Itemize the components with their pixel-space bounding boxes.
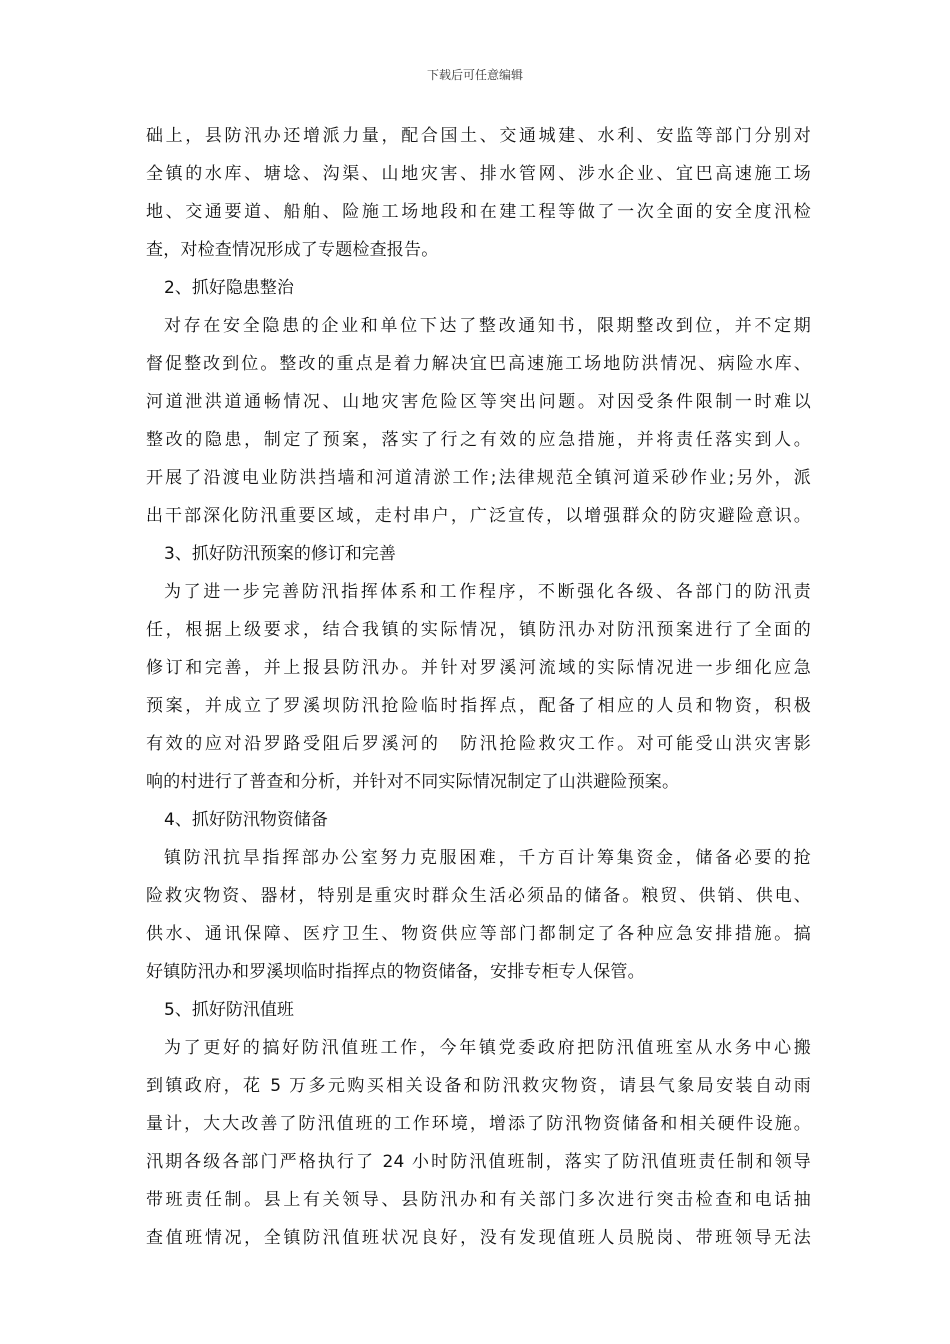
text-line: 预案，并成立了罗溪坝防汛抢险临时指挥点，配备了相应的人员和物资，积极 bbox=[146, 696, 811, 716]
section-heading: 3、抓好防汛预案的修订和完善 bbox=[164, 544, 396, 564]
text-line: 地、交通要道、船舶、险施工场地段和在建工程等做了一次全面的安全度汛检 bbox=[146, 202, 811, 222]
text-line: 全镇的水库、塘埝、沟渠、山地灾害、排水管网、涉水企业、宜巴高速施工场 bbox=[146, 164, 811, 184]
text-line: 任，根据上级要求，结合我镇的实际情况，镇防汛办对防汛预案进行了全面的 bbox=[146, 620, 811, 640]
page-header: 下载后可任意编辑 bbox=[426, 68, 523, 82]
text-line: 镇防汛抗旱指挥部办公室努力克服困难，千方百计筹集资金，储备必要的抢 bbox=[164, 848, 811, 868]
text-line: 开展了沿渡电业防洪挡墙和河道清淤工作;法律规范全镇河道采砂作业;另外，派 bbox=[146, 468, 811, 488]
text-line: 查值班情况，全镇防汛值班状况良好，没有发现值班人员脱岗、带班领导无法 bbox=[146, 1228, 811, 1248]
text-line: 为了进一步完善防汛指挥体系和工作程序，不断强化各级、各部门的防汛责 bbox=[164, 582, 811, 602]
text-line: 响的村进行了普查和分析，并针对不同实际情况制定了山洪避险预案。 bbox=[146, 772, 680, 792]
section-heading: 4、抓好防汛物资储备 bbox=[164, 810, 328, 830]
text-line: 整改的隐患，制定了预案，落实了行之有效的应急措施，并将责任落实到人。 bbox=[146, 430, 811, 450]
text-line: 修订和完善，并上报县防汛办。并针对罗溪河流域的实际情况进一步细化应急 bbox=[146, 658, 811, 678]
section-heading: 2、抓好隐患整治 bbox=[164, 278, 294, 298]
text-line: 出干部深化防汛重要区域，走村串户，广泛宣传，以增强群众的防灾避险意识。 bbox=[146, 506, 811, 526]
text-line: 汛期各级各部门严格执行了 24 小时防汛值班制，落实了防汛值班责任制和领导 bbox=[146, 1152, 811, 1172]
text-line: 督促整改到位。整改的重点是着力解决宜巴高速施工场地防洪情况、病险水库、 bbox=[146, 354, 811, 374]
text-line: 查，对检查情况形成了专题检查报告。 bbox=[146, 240, 439, 260]
text-line: 为了更好的搞好防汛值班工作，今年镇党委政府把防汛值班室从水务中心搬 bbox=[164, 1038, 811, 1058]
text-line: 础上，县防汛办还增派力量，配合国土、交通城建、水利、安监等部门分别对 bbox=[146, 126, 811, 146]
text-line: 对存在安全隐患的企业和单位下达了整改通知书，限期整改到位，并不定期 bbox=[164, 316, 811, 336]
text-line: 险救灾物资、器材，特别是重灾时群众生活必须品的储备。粮贸、供销、供电、 bbox=[146, 886, 811, 906]
text-line: 到镇政府，花 5 万多元购买相关设备和防汛救灾物资，请县气象局安装自动雨 bbox=[146, 1076, 811, 1096]
text-line: 有效的应对沿罗路受阻后罗溪河的 防汛抢险救灾工作。对可能受山洪灾害影 bbox=[146, 734, 811, 754]
text-line: 河道泄洪道通畅情况、山地灾害危险区等突出问题。对因受条件限制一时难以 bbox=[146, 392, 811, 412]
text-line: 带班责任制。县上有关领导、县防汛办和有关部门多次进行突击检查和电话抽 bbox=[146, 1190, 811, 1210]
document-body bbox=[146, 117, 811, 1257]
text-line: 好镇防汛办和罗溪坝临时指挥点的物资储备，安排专柜专人保管。 bbox=[146, 962, 645, 982]
section-heading: 5、抓好防汛值班 bbox=[164, 1000, 294, 1020]
text-line: 供水、通讯保障、医疗卫生、物资供应等部门都制定了各种应急安排措施。搞 bbox=[146, 924, 811, 944]
text-line: 量计，大大改善了防汛值班的工作环境，增添了防汛物资储备和相关硬件设施。 bbox=[146, 1114, 811, 1134]
